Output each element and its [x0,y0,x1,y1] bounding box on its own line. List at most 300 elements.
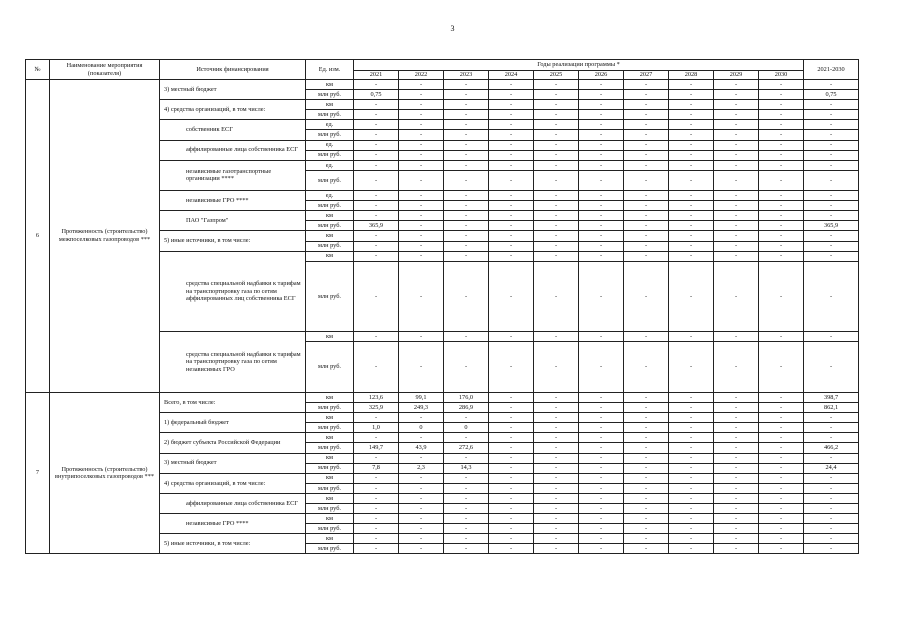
funding-source: ПАО "Газпром" [160,211,306,231]
value-cell: - [354,170,399,190]
value-cell: - [759,544,804,554]
value-cell: 0 [399,423,444,433]
value-cell: - [489,453,534,463]
value-cell: - [489,140,534,150]
value-cell: - [714,110,759,120]
unit-cell: млн руб. [306,423,354,433]
value-cell: - [399,493,444,503]
row-number: 7 [26,392,50,554]
value-cell: - [489,423,534,433]
unit-cell: млн руб. [306,544,354,554]
value-cell: - [579,483,624,493]
value-cell: - [489,261,534,332]
value-cell: - [714,453,759,463]
value-cell: - [444,534,489,544]
header-years-title: Годы реализации программы * [354,60,804,71]
value-cell: - [669,191,714,201]
value-cell: - [759,524,804,534]
total-cell: - [804,100,859,110]
funding-source: 5) иные источники, в том числе: [160,231,306,251]
value-cell: - [534,332,579,342]
value-cell: - [624,211,669,221]
value-cell: - [624,251,669,261]
funding-source: 3) местный бюджет [160,453,306,473]
value-cell: - [534,534,579,544]
funding-source: аффилированные лица собственника ЕСГ [160,493,306,513]
value-cell: - [714,170,759,190]
unit-cell: км [306,473,354,483]
value-cell: - [714,483,759,493]
total-cell: - [804,110,859,120]
value-cell: - [714,433,759,443]
value-cell: - [399,332,444,342]
value-cell: - [534,423,579,433]
value-cell: - [759,110,804,120]
value-cell: - [759,443,804,453]
value-cell: - [759,463,804,473]
unit-cell: млн руб. [306,403,354,413]
value-cell: - [399,514,444,524]
unit-cell: млн руб. [306,524,354,534]
value-cell: - [489,524,534,534]
value-cell: - [714,403,759,413]
value-cell: - [759,514,804,524]
value-cell: - [714,211,759,221]
value-cell: - [489,433,534,443]
value-cell: - [489,342,534,393]
value-cell: - [354,100,399,110]
total-cell: 24,4 [804,463,859,473]
value-cell: - [714,524,759,534]
value-cell: - [759,423,804,433]
value-cell: - [579,453,624,463]
value-cell: - [399,211,444,221]
value-cell: - [444,342,489,393]
value-cell: - [399,534,444,544]
total-cell: - [804,493,859,503]
total-cell: 862,1 [804,403,859,413]
value-cell: - [579,211,624,221]
total-cell: - [804,130,859,140]
value-cell: - [354,231,399,241]
value-cell: - [534,251,579,261]
value-cell: - [579,170,624,190]
value-cell: - [759,504,804,514]
value-cell: - [624,524,669,534]
value-cell: - [759,170,804,190]
header-year-2026: 2026 [579,71,624,80]
value-cell: - [444,332,489,342]
value-cell: - [624,433,669,443]
value-cell: - [489,130,534,140]
value-cell: - [714,150,759,160]
value-cell: 7,8 [354,463,399,473]
value-cell: - [354,211,399,221]
value-cell: - [579,392,624,402]
total-cell: - [804,241,859,251]
funding-source: средства специальной надбавки к тарифам на транспортировку газа по сетям аффилированных лиц собственника ЕСГ [160,251,306,332]
header-year-2024: 2024 [489,71,534,80]
value-cell: - [534,221,579,231]
value-cell: - [444,170,489,190]
total-cell: - [804,170,859,190]
total-cell: - [804,231,859,241]
value-cell: 0 [444,423,489,433]
unit-cell: млн руб. [306,90,354,100]
value-cell: - [534,433,579,443]
value-cell: - [534,514,579,524]
program-table [25,59,859,554]
funding-source: собственник ЕСГ [160,120,306,140]
value-cell: - [399,201,444,211]
value-cell: - [399,170,444,190]
value-cell: - [624,80,669,90]
value-cell: - [399,251,444,261]
value-cell: - [399,110,444,120]
value-cell: - [354,493,399,503]
value-cell: - [579,140,624,150]
value-cell: - [579,433,624,443]
value-cell: - [444,90,489,100]
value-cell: - [399,90,444,100]
value-cell: - [534,191,579,201]
unit-cell: млн руб. [306,201,354,211]
value-cell: - [489,90,534,100]
total-cell: - [804,120,859,130]
unit-cell: км [306,332,354,342]
value-cell: - [489,221,534,231]
value-cell: - [669,342,714,393]
value-cell: - [759,211,804,221]
value-cell: - [534,90,579,100]
value-cell: - [759,261,804,332]
value-cell: - [624,392,669,402]
total-cell: - [804,504,859,514]
value-cell: - [354,433,399,443]
value-cell: - [534,473,579,483]
value-cell: - [624,231,669,241]
value-cell: - [714,473,759,483]
value-cell: - [669,453,714,463]
value-cell: - [759,160,804,170]
value-cell: 286,9 [444,403,489,413]
value-cell: - [354,504,399,514]
value-cell: - [669,413,714,423]
value-cell: - [579,110,624,120]
value-cell: - [669,433,714,443]
value-cell: - [579,473,624,483]
total-cell: - [804,140,859,150]
value-cell: - [624,261,669,332]
value-cell: - [624,90,669,100]
total-cell: - [804,423,859,433]
value-cell: - [489,483,534,493]
value-cell: - [534,493,579,503]
value-cell: - [489,160,534,170]
value-cell: 325,9 [354,403,399,413]
value-cell: - [444,241,489,251]
total-cell: 0,75 [804,90,859,100]
value-cell: - [354,130,399,140]
total-cell: - [804,332,859,342]
value-cell: - [489,231,534,241]
value-cell: - [714,423,759,433]
value-cell: - [669,80,714,90]
value-cell: - [399,150,444,160]
header-year-2027: 2027 [624,71,669,80]
value-cell: - [354,80,399,90]
unit-cell: км [306,251,354,261]
value-cell: - [534,231,579,241]
value-cell: - [669,201,714,211]
value-cell: - [579,80,624,90]
value-cell: - [354,191,399,201]
value-cell: - [534,201,579,211]
value-cell: - [399,191,444,201]
value-cell: - [714,231,759,241]
value-cell: - [759,534,804,544]
value-cell: - [534,120,579,130]
value-cell: - [579,201,624,211]
value-cell: - [714,332,759,342]
unit-cell: км [306,453,354,463]
value-cell: - [579,403,624,413]
value-cell: 99,1 [399,392,444,402]
value-cell: 365,9 [354,221,399,231]
total-cell: - [804,433,859,443]
value-cell: - [624,483,669,493]
row-number: 6 [26,80,50,393]
value-cell: - [489,100,534,110]
value-cell: - [714,463,759,473]
unit-cell: млн руб. [306,342,354,393]
value-cell: - [489,534,534,544]
value-cell: - [354,160,399,170]
value-cell: - [759,80,804,90]
value-cell: - [444,160,489,170]
value-cell: - [759,150,804,160]
value-cell: - [669,140,714,150]
table-row [26,80,859,90]
value-cell: - [354,483,399,493]
value-cell: - [399,261,444,332]
value-cell: - [624,221,669,231]
value-cell: - [489,463,534,473]
total-cell: - [804,80,859,90]
value-cell: 272,6 [444,443,489,453]
value-cell: - [579,90,624,100]
value-cell: - [444,100,489,110]
value-cell: - [669,130,714,140]
value-cell: - [534,413,579,423]
value-cell: - [669,544,714,554]
value-cell: - [534,100,579,110]
total-cell: - [804,342,859,393]
value-cell: - [534,483,579,493]
funding-source: независимые газотранспортные организации **** [160,160,306,190]
value-cell: - [714,221,759,231]
value-cell: - [759,221,804,231]
value-cell: - [714,514,759,524]
value-cell: - [714,120,759,130]
funding-source: 5) иные источники, в том числе: [160,534,306,554]
value-cell: - [669,483,714,493]
total-cell: - [804,211,859,221]
value-cell: - [624,140,669,150]
value-cell: - [624,504,669,514]
unit-cell: км [306,493,354,503]
value-cell: - [579,443,624,453]
value-cell: - [444,130,489,140]
value-cell: - [399,120,444,130]
unit-cell: ед. [306,120,354,130]
value-cell: - [669,392,714,402]
unit-cell: млн руб. [306,221,354,231]
value-cell: - [714,261,759,332]
value-cell: - [534,403,579,413]
value-cell: - [669,473,714,483]
value-cell: - [669,170,714,190]
value-cell: - [669,443,714,453]
unit-cell: ед. [306,140,354,150]
value-cell: - [534,504,579,514]
value-cell: 149,7 [354,443,399,453]
value-cell: - [444,80,489,90]
value-cell: - [759,140,804,150]
funding-source: Всего, в том числе: [160,392,306,412]
value-cell: - [444,251,489,261]
value-cell: - [489,332,534,342]
value-cell: - [669,261,714,332]
value-cell: - [669,110,714,120]
header-measure: Наименование мероприятия (показателя) [50,60,160,80]
value-cell: - [579,524,624,534]
value-cell: - [444,261,489,332]
value-cell: - [669,120,714,130]
value-cell: - [534,342,579,393]
value-cell: - [444,140,489,150]
value-cell: - [354,150,399,160]
value-cell: - [399,221,444,231]
unit-cell: млн руб. [306,463,354,473]
funding-source: 3) местный бюджет [160,80,306,100]
total-cell: - [804,191,859,201]
value-cell: - [444,473,489,483]
value-cell: - [354,241,399,251]
value-cell: - [444,493,489,503]
total-cell: - [804,261,859,332]
value-cell: - [624,191,669,201]
header-total: 2021-2030 [804,60,859,80]
value-cell: - [534,150,579,160]
header-year-2025: 2025 [534,71,579,80]
unit-cell: млн руб. [306,150,354,160]
value-cell: - [444,201,489,211]
value-cell: - [399,544,444,554]
funding-source: 4) средства организаций, в том числе: [160,473,306,493]
value-cell: - [489,170,534,190]
value-cell: - [489,201,534,211]
value-cell: - [714,241,759,251]
funding-source: 4) средства организаций, в том числе: [160,100,306,120]
value-cell: - [579,261,624,332]
measure-name: Протяженность (строительство) внутрипоселковых газопроводов *** [50,392,160,554]
value-cell: - [579,100,624,110]
value-cell: - [444,524,489,534]
value-cell: - [714,140,759,150]
value-cell: - [669,211,714,221]
header-year-2023: 2023 [444,71,489,80]
value-cell: - [759,120,804,130]
unit-cell: ед. [306,191,354,201]
value-cell: - [714,90,759,100]
value-cell: - [624,130,669,140]
value-cell: - [399,241,444,251]
value-cell: - [714,251,759,261]
value-cell: 14,3 [444,463,489,473]
unit-cell: км [306,534,354,544]
value-cell: - [624,201,669,211]
value-cell: - [714,534,759,544]
unit-cell: млн руб. [306,443,354,453]
value-cell: - [444,453,489,463]
value-cell: - [759,403,804,413]
value-cell: - [579,251,624,261]
value-cell: - [624,120,669,130]
value-cell: - [354,332,399,342]
value-cell: - [354,201,399,211]
value-cell: - [669,90,714,100]
value-cell: - [354,342,399,393]
value-cell: - [444,221,489,231]
value-cell: - [399,160,444,170]
value-cell: - [444,504,489,514]
value-cell: - [579,413,624,423]
value-cell: - [714,504,759,514]
value-cell: - [444,413,489,423]
value-cell: - [444,514,489,524]
value-cell: - [714,443,759,453]
value-cell: - [399,453,444,463]
value-cell: - [714,413,759,423]
value-cell: - [444,191,489,201]
value-cell: - [399,140,444,150]
value-cell: - [444,110,489,120]
value-cell: - [444,483,489,493]
value-cell: - [489,241,534,251]
value-cell: - [759,90,804,100]
page-number: 3 [450,24,455,33]
unit-cell: км [306,392,354,402]
value-cell: - [489,392,534,402]
value-cell: - [624,534,669,544]
unit-cell: млн руб. [306,110,354,120]
value-cell: - [714,392,759,402]
value-cell: - [354,544,399,554]
value-cell: - [354,514,399,524]
value-cell: - [714,544,759,554]
value-cell: - [354,110,399,120]
total-cell: - [804,160,859,170]
value-cell: - [399,413,444,423]
value-cell: - [579,423,624,433]
header-year-2022: 2022 [399,71,444,80]
value-cell: - [759,332,804,342]
value-cell: - [489,504,534,514]
value-cell: 249,3 [399,403,444,413]
value-cell: - [399,100,444,110]
value-cell: - [759,201,804,211]
